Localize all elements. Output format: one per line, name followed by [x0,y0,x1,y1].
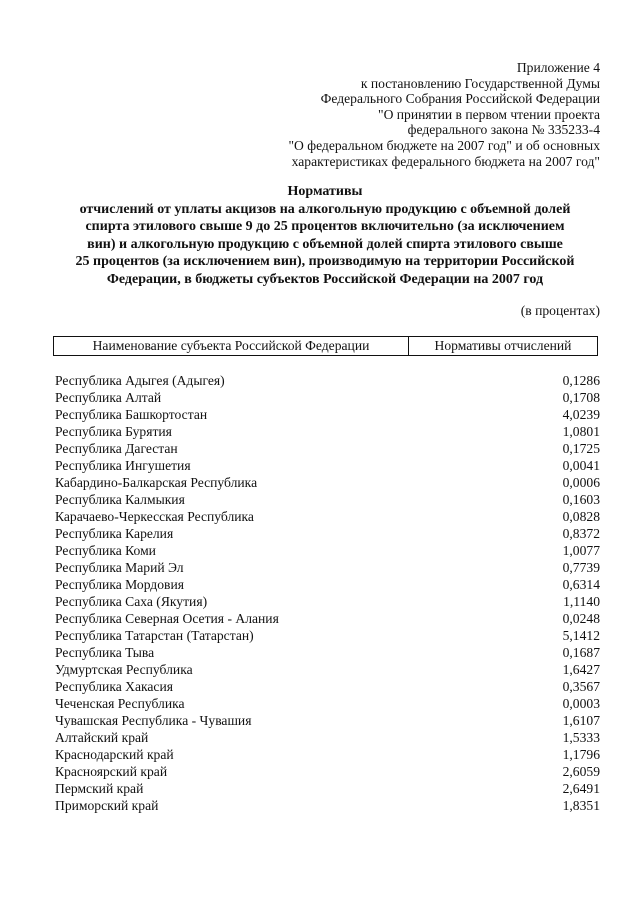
region-name: Республика Коми [55,543,156,558]
appendix-line: "О федеральном бюджете на 2007 год" и об основных [288,137,600,153]
table-row [55,423,600,440]
region-value: 0,6314 [562,577,600,592]
region-value: 0,0248 [562,611,600,626]
appendix-line: "О принятии в первом чтении проекта [378,106,600,122]
region-value: 0,0828 [562,509,600,524]
region-value: 1,8351 [562,798,600,813]
table-row [55,508,600,525]
region-name: Алтайский край [55,730,149,745]
region-name: Удмуртская Республика [55,662,193,677]
region-value: 0,0041 [562,458,600,473]
title-line: 25 процентов (за исключением вин), производимую на территории Российской [75,254,575,270]
table-row [55,678,600,695]
region-name: Республика Карелия [55,526,174,541]
region-value: 1,6427 [562,662,600,677]
region-name: Карачаево-Черкесская Республика [55,509,254,524]
title-line: спирта этилового свыше 9 до 25 процентов включительно (за исключением [85,219,565,235]
region-name: Республика Северная Осетия - Алания [55,611,279,626]
region-value: 0,0003 [562,696,600,711]
table-row [55,372,600,389]
table-row [55,406,600,423]
title-line: вин) и алкогольную продукцию с объемной долей спирта этилового свыше [87,236,563,252]
region-name: Республика Бурятия [55,424,172,439]
region-value: 1,0077 [562,543,600,558]
table-body [55,372,600,814]
region-value: 0,3567 [562,679,600,694]
table-row [55,746,600,763]
table-row [55,525,600,542]
table-row [55,559,600,576]
region-value: 0,7739 [562,560,600,575]
region-value: 0,1708 [562,390,600,405]
region-name: Чеченская Республика [55,696,185,711]
region-name: Краснодарский край [55,747,174,762]
table-row [55,593,600,610]
region-value: 1,5333 [562,730,600,745]
region-value: 1,1796 [562,747,600,762]
document-title [40,183,610,289]
region-name: Республика Мордовия [55,577,184,592]
appendix-line: Федерального Собрания Российской Федерации [320,91,600,107]
region-name: Кабардино-Балкарская Республика [55,475,258,490]
region-value: 0,8372 [562,526,600,541]
region-name: Республика Татарстан (Татарстан) [55,628,254,643]
units-label: (в процентах) [520,303,600,318]
table-row [55,644,600,661]
region-name: Республика Саха (Якутия) [55,594,208,609]
region-value: 0,0006 [562,475,600,490]
region-name: Республика Башкортостан [55,407,208,422]
region-name: Чувашская Республика - Чувашия [55,713,252,728]
table-row [55,474,600,491]
column-header-name: Наименование субъекта Российской Федерации [54,337,409,355]
region-value: 5,1412 [562,628,600,643]
region-name: Республика Хакасия [55,679,173,694]
appendix-line: Приложение 4 [516,60,600,75]
region-name: Республика Дагестан [55,441,178,456]
region-name: Республика Алтай [55,390,162,405]
region-name: Пермский край [55,781,144,796]
region-value: 0,1603 [562,492,600,507]
region-value: 1,6107 [562,713,600,728]
column-header-value: Нормативы отчислений [434,338,572,353]
appendix-line: к постановлению Государственной Думы [360,75,600,91]
table-row [55,440,600,457]
title-line: Нормативы [287,184,363,199]
appendix-line: федерального закона № 335233-4 [407,122,600,138]
appendix-line: характеристиках федерального бюджета на 2007 год" [291,153,600,169]
region-name: Красноярский край [55,764,168,779]
region-value: 1,1140 [563,594,600,609]
region-value: 1,0801 [562,424,600,439]
region-name: Республика Адыгея (Адыгея) [55,373,225,388]
table-row [55,389,600,406]
title-line: отчислений от уплаты акцизов на алкогольную продукцию с объемной долей [79,201,571,217]
region-name: Республика Марий Эл [55,560,184,575]
table-row [55,610,600,627]
title-line: Федерации, в бюджеты субъектов Российской Федерации на 2007 год [106,271,544,287]
table-row [55,627,600,644]
table-row [55,729,600,746]
region-value: 0,1725 [562,441,600,456]
region-value: 0,1687 [562,645,600,660]
table-row [55,491,600,508]
region-value: 4,0239 [562,407,600,422]
table-row [55,695,600,712]
region-name: Республика Ингушетия [55,458,191,473]
region-name: Республика Калмыкия [55,492,185,507]
region-name: Приморский край [55,798,159,813]
table-row [55,542,600,559]
table-row [55,797,600,814]
region-value: 0,1286 [562,373,600,388]
table-row [55,457,600,474]
table-row [55,576,600,593]
table-header [53,336,598,356]
region-value: 2,6491 [562,781,600,796]
table-row [55,661,600,678]
table-row [55,712,600,729]
region-value: 2,6059 [562,764,600,779]
table-row [55,763,600,780]
appendix-reference [289,60,601,169]
region-name: Республика Тыва [55,645,155,660]
table-row [55,780,600,797]
